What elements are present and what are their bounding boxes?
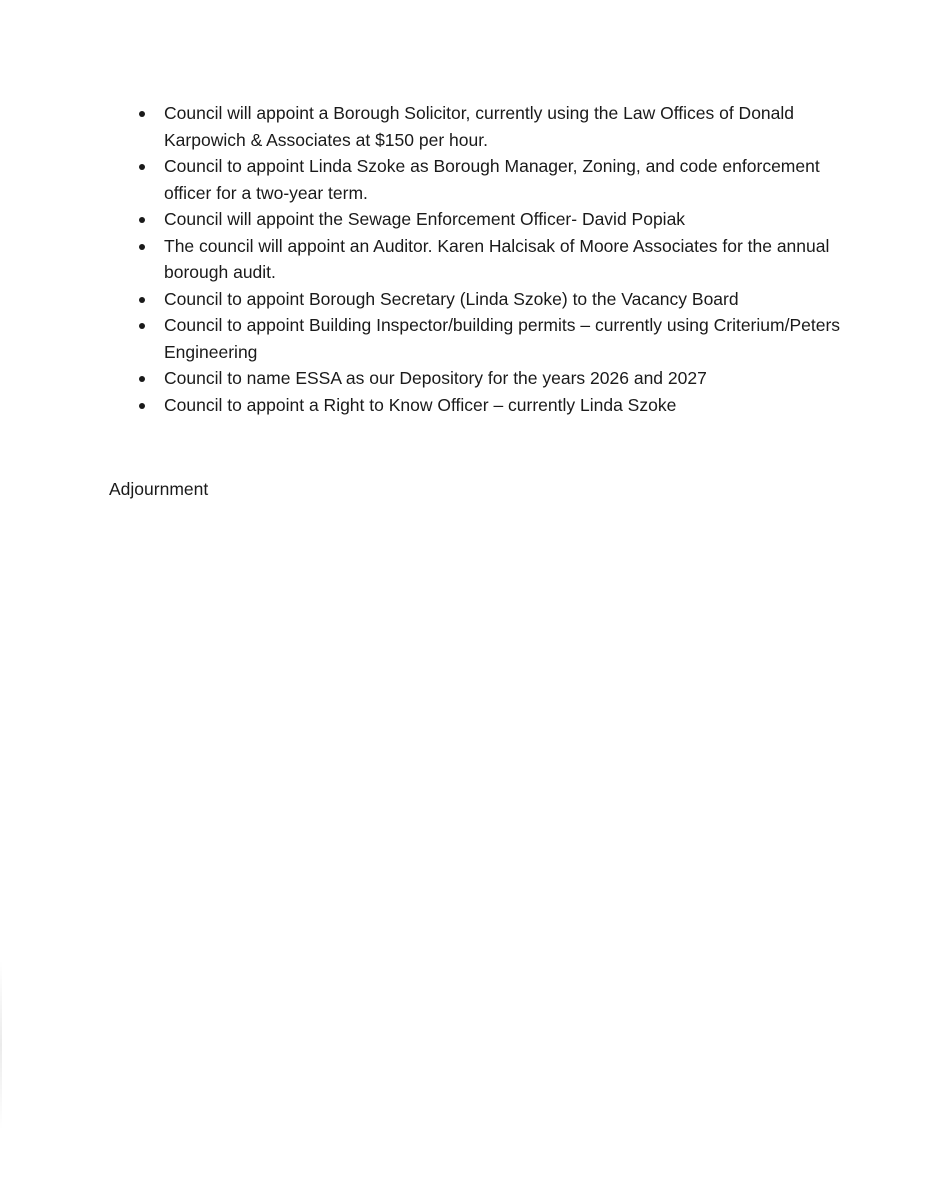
bullet-icon <box>139 323 145 329</box>
agenda-item <box>136 100 856 153</box>
agenda-item <box>136 233 856 286</box>
agenda-item <box>136 392 856 419</box>
agenda-item <box>136 312 856 365</box>
agenda-item-text: Council to name ESSA as our Depository for the years 2026 and 2027 <box>164 368 707 388</box>
bullet-icon <box>139 297 145 303</box>
bullet-icon <box>139 403 145 409</box>
bullet-icon <box>139 376 145 382</box>
bullet-icon <box>139 217 145 223</box>
bullet-icon <box>139 111 145 117</box>
agenda-item-text: Council to appoint Building Inspector/building permits – currently using Criterium/Peters Engineering <box>164 315 841 362</box>
agenda-item <box>136 206 856 233</box>
agenda-item <box>136 286 856 313</box>
bullet-icon <box>139 164 145 170</box>
agenda-item-text: Council will appoint the Sewage Enforcement Officer- David Popiak <box>164 209 686 229</box>
agenda-item-text: Council to appoint Borough Secretary (Linda Szoke) to the Vacancy Board <box>164 288 739 309</box>
scan-edge-shadow <box>0 960 2 1130</box>
agenda-item <box>136 365 856 392</box>
agenda-item-text: The council will appoint an Auditor. Karen Halcisak of Moore Associates for the annual borough audit. <box>164 235 830 282</box>
agenda-item-text: Council to appoint a Right to Know Officer – currently Linda Szoke <box>164 394 677 415</box>
bullet-icon <box>139 244 145 250</box>
agenda-item <box>136 153 856 206</box>
adjournment-heading: Adjournment <box>109 479 209 499</box>
agenda-item-text: Council will appoint a Borough Solicitor, currently using the Law Offices of Donald Karpowich & Associates at $150 per hour. <box>164 103 795 150</box>
agenda-list <box>136 100 856 418</box>
agenda-item-text: Council to appoint Linda Szoke as Borough Manager, Zoning, and code enforcement officer for a two-year term. <box>164 156 820 203</box>
